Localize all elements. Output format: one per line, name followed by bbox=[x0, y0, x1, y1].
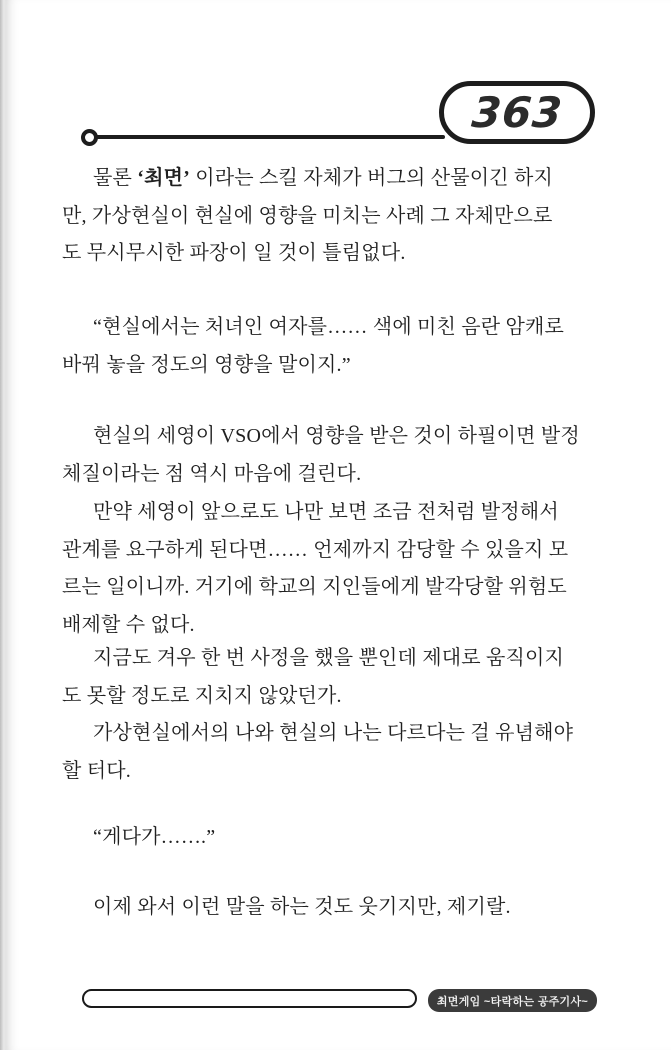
page-number: 363 bbox=[469, 88, 565, 137]
text-line: 바꿔 놓을 정도의 영향을 말이지.” bbox=[62, 353, 351, 376]
text-line: “게다가…….” bbox=[93, 826, 216, 848]
text-line: 도 무시무시한 파장이 일 것이 틀림없다. bbox=[62, 242, 406, 264]
text-line: 도 못할 정도로 지치지 않았던가. bbox=[62, 684, 342, 707]
series-title-badge bbox=[428, 989, 597, 1012]
dialogue-paragraph-2 bbox=[62, 309, 598, 384]
header-ring-ornament bbox=[81, 129, 98, 146]
paragraph-4 bbox=[62, 494, 598, 644]
text-line: 지금도 겨우 한 번 사정을 했을 뿐인데 제대로 움직이지 bbox=[93, 647, 565, 669]
text-line: 만, 가상현실이 현실에 영향을 미치는 사례 그 자체만으로 bbox=[62, 204, 553, 227]
paragraph-6 bbox=[62, 715, 598, 790]
series-title: 최면게임 ~타락하는 공주기사~ bbox=[436, 995, 589, 1008]
text-line bbox=[62, 160, 598, 198]
bold-emphasis-hypnosis: ‘최면’ bbox=[137, 167, 191, 189]
page-edge-shadow bbox=[0, 0, 7, 1050]
header-rule-line bbox=[89, 135, 445, 139]
text-line: 만약 세영이 앞으로도 나만 보면 조금 전처럼 발정해서 bbox=[93, 501, 559, 523]
text-line: “현실에서는 처녀인 여자를…… 색에 미친 음란 암캐로 bbox=[93, 316, 565, 338]
text-line: 할 터다. bbox=[62, 759, 131, 782]
paragraph-1 bbox=[62, 160, 598, 273]
paragraph-5 bbox=[62, 640, 598, 715]
text-line: 르는 일이니까. 거기에 학교의 지인들에게 발각당할 위험도 bbox=[62, 576, 567, 598]
paragraph-8 bbox=[62, 889, 598, 927]
text-line: 가상현실에서의 나와 현실의 나는 다르다는 걸 유념해야 bbox=[93, 722, 574, 744]
dialogue-paragraph-7 bbox=[62, 819, 598, 857]
text-run: 물론 bbox=[93, 167, 138, 189]
text-line: 체질이라는 점 역시 마음에 걸린다. bbox=[62, 462, 362, 485]
footer-empty-pill bbox=[82, 989, 417, 1008]
page-number-badge bbox=[439, 81, 595, 144]
text-line: 배제할 수 없다. bbox=[62, 613, 195, 636]
text-line: 관계를 요구하게 된다면…… 언제까지 감당할 수 있을지 모 bbox=[62, 538, 569, 561]
text-line: 이제 와서 이런 말을 하는 것도 웃기지만, 제기랄. bbox=[93, 896, 511, 918]
paragraph-3 bbox=[62, 418, 598, 493]
text-line: 현실의 세영이 VSO에서 영향을 받은 것이 하필이면 발정 bbox=[93, 425, 580, 447]
text-run: 이라는 스킬 자체가 버그의 산물이긴 하지 bbox=[190, 167, 554, 189]
